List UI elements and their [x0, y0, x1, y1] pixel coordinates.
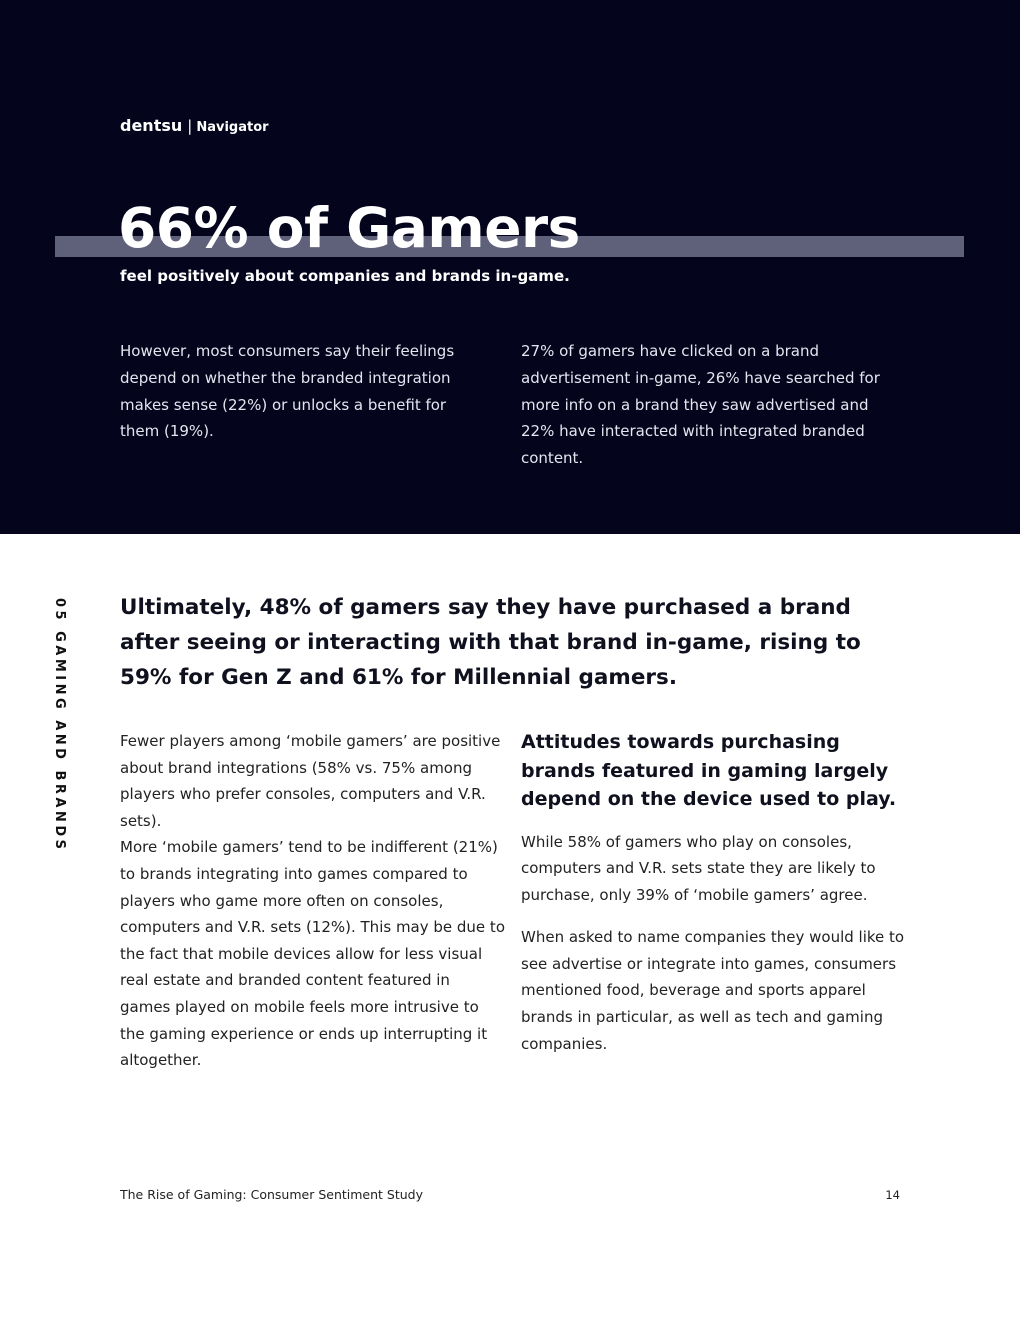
left-column [120, 728, 505, 1074]
hero-subhead: feel positively about companies and brands in-game. [120, 267, 570, 285]
hero-banner [0, 0, 1020, 534]
brand-logo: dentsu [120, 116, 183, 135]
section-label: 05 GAMING AND BRANDS [52, 598, 67, 853]
hero-headline: 66% of Gamers [118, 196, 580, 260]
hero-left-text: However, most consumers say their feelings depend on whether the branded integration makes sense (22%) or unlocks a benefit for them (19%). [120, 342, 455, 441]
footer-title: The Rise of Gaming: Consumer Sentiment Study [120, 1187, 424, 1202]
right-column-heading: Attitudes towards purchasing brands featured in gaming largely depend on the device used to play. [521, 731, 897, 810]
product-name: Navigator [196, 120, 269, 135]
left-paragraph-1: Fewer players among ‘mobile gamers’ are positive about brand integrations (58% vs. 75% among players who prefer consoles, computers and V.R. sets). [120, 732, 501, 830]
right-column [521, 728, 906, 1057]
right-paragraph-1: While 58% of gamers who play on consoles, computers and V.R. sets state they are likely to purchase, only 39% of ‘mobile gamers’ agree. [521, 832, 876, 904]
left-paragraph-2: More ‘mobile gamers’ tend to be indifferent (21%) to brands integrating into games compared to players who game more often on consoles, computers and V.R. sets (12%). This may be due to the fact that mobile devices allow for less visual real estate and branded content featured in games played on mobile feels more intrusive to the gaming experience or ends up interrupting it altogether. [120, 838, 505, 1070]
hero-right-text: 27% of gamers have clicked on a brand advertisement in-game, 26% have searched for more info on a brand they saw advertised and 22% have interacted with integrated branded content. [521, 342, 880, 468]
lead-statement: Ultimately, 48% of gamers say they have purchased a brand after seeing or interacting with that brand in-game, rising to 59% for Gen Z and 61% for Millennial gamers. [120, 595, 861, 690]
logo [120, 116, 269, 135]
right-paragraph-2: When asked to name companies they would like to see advertise or integrate into games, consumers mentioned food, beverage and sports apparel brands in particular, as well as tech and gaming companies. [521, 928, 905, 1053]
logo-separator: | [187, 117, 193, 135]
page-number: 14 [885, 1188, 900, 1202]
